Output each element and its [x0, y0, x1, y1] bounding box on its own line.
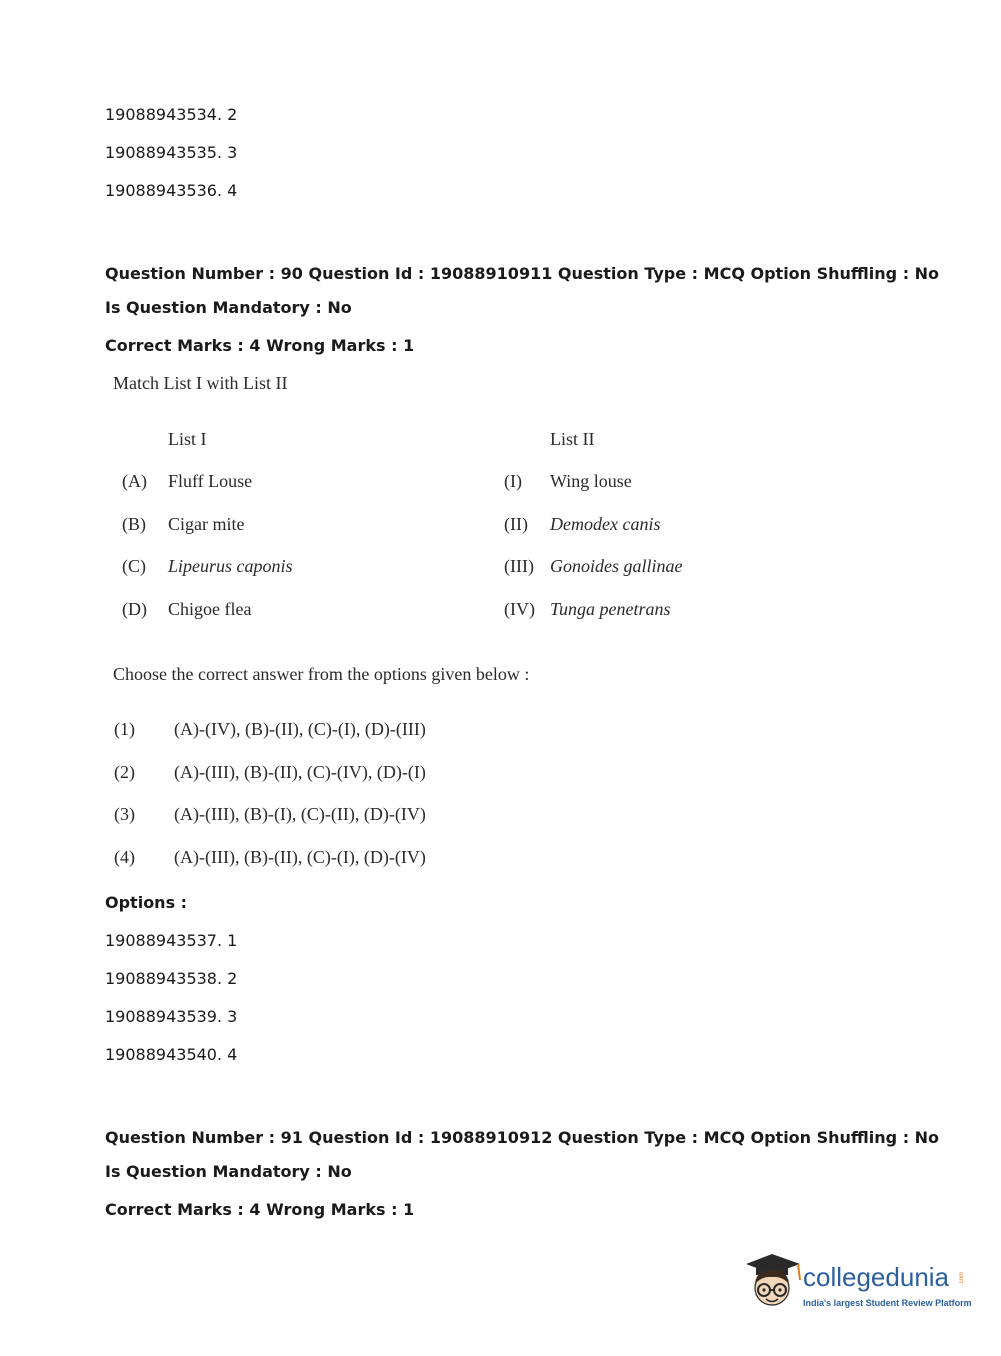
logo-wordmark: collegedunia	[803, 1262, 950, 1292]
list1-label: (D)	[122, 599, 147, 619]
prev-option-3: 19088943536. 4	[105, 181, 238, 200]
answer-number: (1)	[114, 719, 135, 739]
q90-prompt: Match List I with List II	[113, 373, 288, 393]
list2-heading: List II	[550, 429, 595, 449]
q91-marks: Correct Marks : 4 Wrong Marks : 1	[105, 1200, 415, 1219]
option-id: 19088943540. 4	[105, 1045, 238, 1064]
list1-item: Chigoe flea	[168, 599, 252, 619]
list2-item: Tunga penetrans	[550, 599, 671, 619]
answer-text: (A)-(III), (B)-(II), (C)-(IV), (D)-(I)	[174, 762, 426, 782]
answer-number: (2)	[114, 762, 135, 782]
list1-label: (C)	[122, 556, 146, 576]
q90-mandatory: Is Question Mandatory : No	[105, 298, 352, 317]
list1-item: Cigar mite	[168, 514, 245, 534]
logo-tagline: India's largest Student Review Platform	[803, 1298, 972, 1308]
list1-label: (B)	[122, 514, 146, 534]
choose-instruction: Choose the correct answer from the options given below :	[113, 664, 530, 684]
prev-option-1: 19088943534. 2	[105, 105, 238, 124]
answer-text: (A)-(IV), (B)-(II), (C)-(I), (D)-(III)	[174, 719, 426, 739]
answer-number: (4)	[114, 847, 135, 867]
list2-item: Demodex canis	[550, 514, 661, 534]
list2-label: (IV)	[504, 599, 535, 619]
list2-label: (III)	[504, 556, 534, 576]
logo-suffix: .com	[959, 1272, 965, 1286]
answer-text: (A)-(III), (B)-(I), (C)-(II), (D)-(IV)	[174, 804, 426, 824]
option-id: 19088943537. 1	[105, 931, 238, 950]
list2-item: Wing louse	[550, 471, 632, 491]
list2-label: (I)	[504, 471, 522, 491]
list1-item: Lipeurus caponis	[168, 556, 293, 576]
q90-header-line1: Question Number : 90 Question Id : 19088910911 Question Type : MCQ Option Shuffling : No	[105, 264, 940, 283]
option-id: 19088943539. 3	[105, 1007, 238, 1026]
list2-label: (II)	[504, 514, 528, 534]
logo-mascot-icon	[742, 1250, 802, 1312]
list2-item: Gonoides gallinae	[550, 556, 683, 576]
q90-marks: Correct Marks : 4 Wrong Marks : 1	[105, 336, 415, 355]
option-id: 19088943538. 2	[105, 969, 238, 988]
list1-heading: List I	[168, 429, 207, 449]
options-label: Options :	[105, 893, 188, 912]
list1-label: (A)	[122, 471, 147, 491]
q91-header-line1: Question Number : 91 Question Id : 19088910912 Question Type : MCQ Option Shuffling : No	[105, 1128, 940, 1147]
list1-item: Fluff Louse	[168, 471, 253, 491]
q91-mandatory: Is Question Mandatory : No	[105, 1162, 352, 1181]
answer-text: (A)-(III), (B)-(II), (C)-(I), (D)-(IV)	[174, 847, 426, 867]
prev-option-2: 19088943535. 3	[105, 143, 238, 162]
answer-number: (3)	[114, 804, 135, 824]
